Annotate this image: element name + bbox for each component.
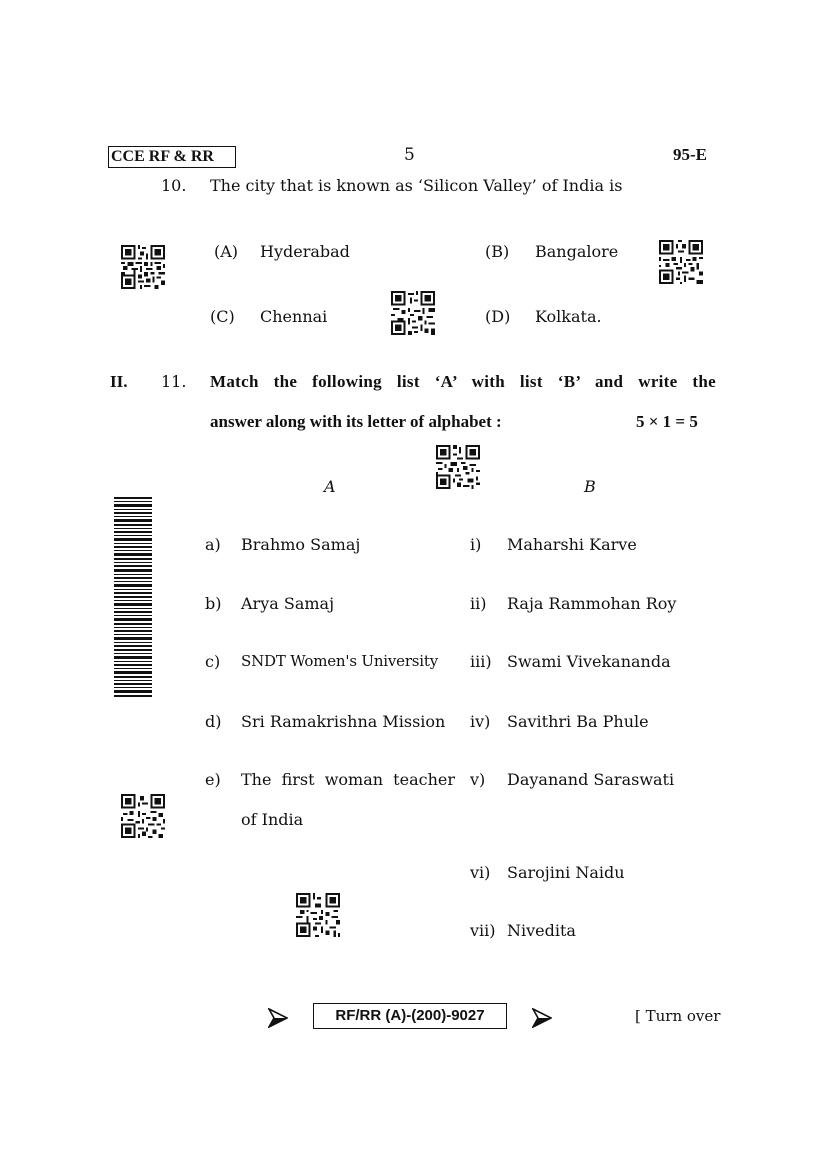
list-b-item: Dayanand Saraswati — [507, 770, 675, 789]
list-a-item: SNDT Women's University — [241, 652, 438, 670]
list-b-key: iii) — [470, 652, 492, 671]
arrowhead-icon — [532, 1008, 552, 1028]
qr-code-icon — [391, 291, 435, 335]
paper-code: 95-E — [673, 145, 707, 164]
column-a-heading: A — [324, 477, 336, 496]
option-key: (D) — [485, 307, 511, 326]
list-a-key: e) — [205, 770, 221, 789]
list-b-item: Maharshi Karve — [507, 535, 637, 554]
instruction-line-2: answer along with its letter of alphabet : — [210, 412, 502, 431]
list-b-item: Nivedita — [507, 921, 576, 940]
qr-code-icon — [121, 794, 165, 838]
list-a-key: b) — [205, 594, 222, 613]
option-text: Chennai — [260, 307, 328, 326]
option-key: (A) — [214, 242, 239, 261]
list-b-key: iv) — [470, 712, 491, 731]
list-a-item: Sri Ramakrishna Mission — [241, 712, 446, 731]
question-number: 11. — [161, 372, 187, 391]
list-b-item: Raja Rammohan Roy — [507, 594, 677, 613]
column-b-heading: B — [584, 477, 596, 496]
list-b-key: vii) — [470, 921, 496, 940]
list-a-item: Brahmo Samaj — [241, 535, 361, 554]
list-a-key: d) — [205, 712, 222, 731]
paper-code-box: RF/RR (A)-(200)-9027 — [313, 1003, 507, 1029]
list-a-key: c) — [205, 652, 221, 671]
option-key: (B) — [485, 242, 510, 261]
list-b-item: Sarojini Naidu — [507, 863, 625, 882]
list-a-item-cont: of India — [241, 810, 304, 829]
list-a-key: a) — [205, 535, 221, 554]
list-a-item: The first woman teacher — [241, 770, 455, 789]
qr-code-icon — [121, 245, 165, 289]
list-b-key: v) — [470, 770, 486, 789]
list-b-item: Savithri Ba Phule — [507, 712, 649, 731]
turn-over-note: [ Turn over — [635, 1007, 721, 1025]
question-number: 10. — [161, 176, 187, 195]
option-key: (C) — [210, 307, 235, 326]
list-b-item: Swami Vivekananda — [507, 652, 671, 671]
list-b-key: vi) — [470, 863, 491, 882]
page-number: 5 — [404, 145, 415, 165]
option-text: Hyderabad — [260, 242, 350, 261]
marks: 5 × 1 = 5 — [636, 412, 698, 431]
option-text: Bangalore — [535, 242, 619, 261]
exam-code-box: CCE RF & RR — [108, 146, 236, 168]
qr-code-icon — [659, 240, 703, 284]
section-roman: II. — [110, 372, 128, 391]
instruction-line-1: Match the following list ‘A’ with list ‘B’ and write the — [210, 372, 716, 391]
arrowhead-icon — [268, 1008, 288, 1028]
list-b-key: i) — [470, 535, 482, 554]
qr-code-icon — [436, 445, 480, 489]
list-b-key: ii) — [470, 594, 487, 613]
list-a-item: Arya Samaj — [241, 594, 335, 613]
qr-code-icon — [296, 893, 340, 937]
question-text: The city that is known as ‘Silicon Valley’ of India is — [210, 176, 623, 195]
barcode-icon — [114, 497, 152, 697]
option-text: Kolkata. — [535, 307, 602, 326]
